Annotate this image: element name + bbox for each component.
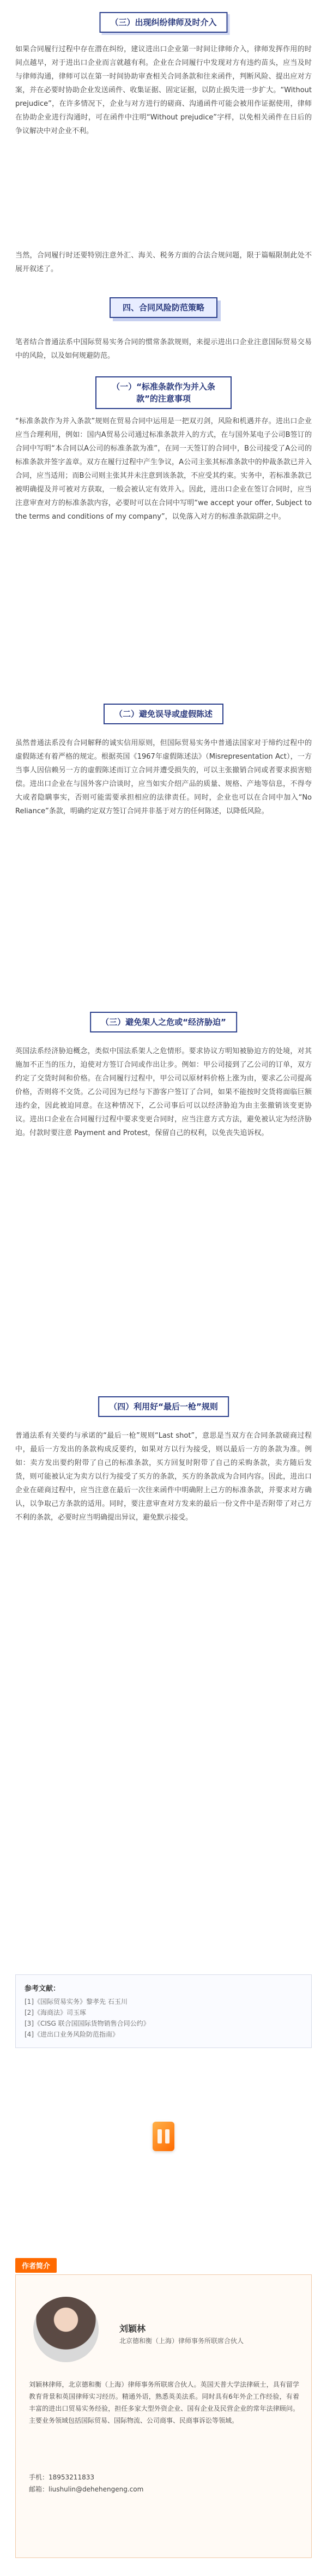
author-contact: [29, 2471, 143, 2495]
subsection-title-4: [98, 1396, 229, 1417]
references-box: [15, 1974, 312, 2048]
reference-item: [1]《国际贸易实务》黎孝先 石玉川: [25, 1998, 128, 2005]
subsection-4-paragraph: 普通法系有关要约与承诺的“最后一枪”规则“Last shot”，意思是当双方在合同条款磋商过程中，最后一方发出的条款构成反要约，如果对方以行为接受，则以最后一方的条款为准。例如：卖方发出要约附带了自己的标准条款，买方回复时附带了自己的采购条款，卖方随后发货，则可能被认定为卖方以行为接受了买方的条款，买方的条款成为合同内容。因此，进出口企业在磋商过程中，应当注意在最后一次往来函件中明确附上己方的标准条款，并要求对方确认，以争取己方条款的适用。同时，要注意审查对方发来的最后一份文件中是否附带了对己方不利的条款，必要时应当明确提出异议，避免默示接受。: [15, 1432, 312, 1522]
section-title-4: [110, 297, 217, 318]
reference-item: [2]《海商法》司玉琢: [25, 2009, 86, 2016]
subsection-2-paragraph: 虽然普通法系没有合同解释的诚实信用原则，但国际贸易实务中普通法国家对于缔约过程中的虚假陈述有着严格的规定。根据英国《1967年虚假陈述法》（Misrepresentation Act），一方当事人因信赖另一方的虚假陈述而订立合同并遭受损失的，可以主张撤销合同或者要求损害赔偿。进出口企业在与国外客户洽谈时，应当如实介绍产品的质量、规格、产地等信息，不得夸大或者隐瞒事实，否则可能需要承担相应的法律责任。同时，企业也可以在合同中加入“No Reliance”条款，明确约定双方签订合同并非基于对方的任何陈述，以降低风险。: [15, 739, 312, 815]
author-email: 邮箱：liushulin@dehehengeng.com: [29, 2485, 144, 2493]
subsection-title-1-text: （一）“标准条款作为并入条款”的注意事项: [112, 382, 215, 404]
section-title-3-text: （三）出现纠纷律师及时介入: [110, 17, 217, 27]
subsection-title-3-text: （三）避免架人之危或“经济胁迫”: [101, 1017, 226, 1027]
author-avatar: [33, 2297, 99, 2362]
subsection-1-paragraph: “标准条款作为并入条款”规则在贸易合同中运用是一把双刃剑，风险和机遇并存。进出口企业应当合理利用，例如：国内A贸易公司通过标准条款并入的方式，在与国外某电子公司B签订的合同中写明“本合同以A公司的标准条款为准”，在同一天签订的合同中，B公司接受了A公司的标准条款并签字盖章。双方在履行过程中产生争议，A公司主张其标准条款中的仲裁条款已并入合同，应当适用；而B公司则主张其并未注意到该条款，不应受其约束。实务中，若标准条款已被明确提及并可被对方获取，一般会被认定有效并入。因此，进出口企业在签订合同时，应当注意审查对方的标准条款内容，必要时可以在合同中写明“we accept your offer, Subject to the terms and conditions of my company”，以免落入对方的标准条款陷阱之中。: [15, 417, 312, 521]
author-bio: 刘颖林律师，北京德和衡（上海）律师事务所联席合伙人。英国天普大学法律硕士，具有留学教育背景和英国律师实习经历。精通外语，熟悉英美法系。同时具有6年外企工作经验，有着丰富的进出口贸易实务经验，担任多家大型外资企业、国有企业及民营企业的常年法律顾问。主要业务领域包括国际贸易、国际物流、公司商事、民商事诉讼等领域。: [29, 2381, 299, 2424]
divider-icon: [153, 2122, 174, 2151]
subsection-title-2: [104, 704, 223, 724]
subsection-title-4-text: （四）利用好“最后一枪”规则: [109, 1402, 218, 1412]
reference-item: [3]《CISG 联合国国际货物销售合同公约》: [25, 2020, 150, 2027]
references-title: 参考文献：: [25, 1985, 60, 1993]
subsection-title-3: [90, 1012, 237, 1032]
subsection-title-2-text: （二）避免误导或虚假陈述: [114, 709, 213, 719]
section-4-intro: 笔者结合普通法系中国际贸易实务合同的惯常条款规则，来提示进出口企业注意国际贸易交易中的风险，以及如何规避防范。: [15, 338, 312, 360]
subsection-title-1: [95, 376, 232, 409]
section-3-paragraph-1: 如果合同履行过程中存在潜在纠纷，建议进出口企业第一时间让律师介入，律师发挥作用的时间点越早，对于进出口企业而言就越有利。企业在合同履行中发现对方有违约苗头，应当及时与律师沟通，律师可以在第一时间协助审查相关合同条款和往来函件，判断风险、提出应对方案，并在必要时协助企业发送函件、收集证据、固定证据，以防止损失进一步扩大。“Without prejudice”，在许多情况下，企业与对方进行的磋商、沟通函件可能会被用作证据使用，律师在协助企业进行沟通时，可在函件中注明“Without prejudice”字样，以免相关函件在日后的争议解决中对企业不利。: [15, 45, 312, 135]
author-role: 北京德和衡（上海）律师事务所联席合伙人: [119, 2337, 244, 2345]
section-3-paragraph-2: 当然，合同履行时还要特别注意外汇、海关、税务方面的合法合规问题，限于篇幅限制此处不展开叙述了。: [15, 251, 312, 273]
subsection-3-paragraph: 英国法系经济胁迫概念，类似中国法系架人之危情形。要求协议方明知被胁迫方的处境，对其施加不正当的压力，迫使对方签订合同或作出让步。例如：甲公司接到了乙公司的订单，双方约定了交货时间和价格。在合同履行过程中，甲公司以原材料价格上涨为由，要求乙公司提高价格，否则将不交货。乙公司因为已经与下游客户签订了合同，如果不能按时交货将面临巨额违约金，因此被迫同意。在这种情况下，乙公司事后可以以经济胁迫为由主张撤销该变更协议。进出口企业在合同履行过程中要求变更合同时，应当注意方式方法，避免被认定为经济胁迫。付款时要注意 Payment and Protest，保留自己的权利，以免丧失追诉权。: [15, 1047, 312, 1137]
reference-item: [4]《进出口业务风险防范指南》: [25, 2031, 119, 2038]
author-tag: 作者简介: [15, 2258, 57, 2273]
author-name: 刘颖林: [119, 2323, 146, 2334]
author-phone: 手机：18953211833: [29, 2473, 94, 2481]
author-panel: [15, 2274, 312, 2558]
section-title-4-text: 四、合同风险防范策略: [122, 303, 205, 313]
section-title-3: [99, 12, 227, 33]
